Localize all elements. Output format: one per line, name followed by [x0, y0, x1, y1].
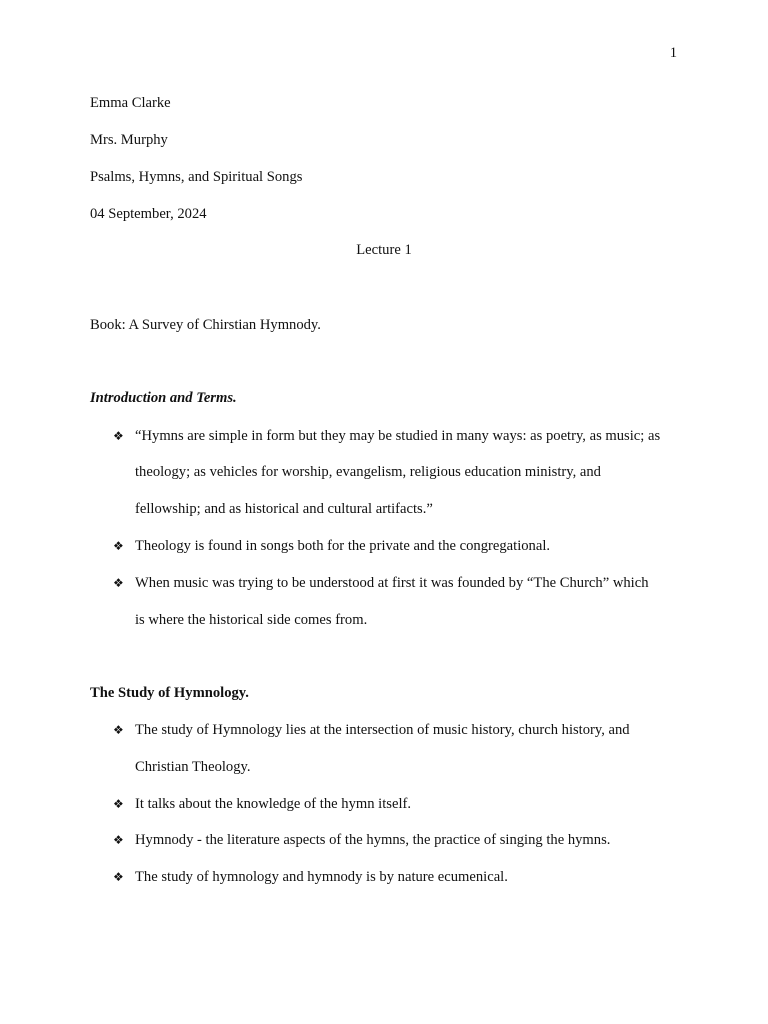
- list-item-line: The study of Hymnology lies at the intersection of music history, church history, and: [135, 722, 630, 738]
- list-item-line: Hymnody - the literature aspects of the hymns, the practice of singing the hymns.: [135, 832, 611, 848]
- bullet-icon: ❖: [113, 429, 124, 443]
- document-title: Lecture 1: [356, 242, 412, 258]
- list-item-line: It talks about the knowledge of the hymn itself.: [135, 796, 412, 812]
- bullet-icon: ❖: [113, 870, 124, 884]
- list-item-line: fellowship; and as historical and cultural artifacts.”: [135, 501, 433, 517]
- section-heading-introduction: Introduction and Terms.: [90, 390, 237, 406]
- instructor-name: Mrs. Murphy: [90, 132, 168, 148]
- book-reference: Book: A Survey of Chirstian Hymnody.: [90, 317, 321, 333]
- bullet-icon: ❖: [113, 797, 124, 811]
- course-name: Psalms, Hymns, and Spiritual Songs: [90, 169, 303, 185]
- list-item-line: is where the historical side comes from.: [135, 612, 368, 628]
- bullet-icon: ❖: [113, 539, 124, 553]
- document-date: 04 September, 2024: [90, 206, 207, 222]
- bullet-icon: ❖: [113, 576, 124, 590]
- section-heading-hymnology: The Study of Hymnology.: [90, 685, 249, 701]
- author-name: Emma Clarke: [90, 95, 171, 111]
- list-item-line: When music was trying to be understood at first it was founded by “The Church” which: [135, 575, 649, 591]
- list-item-line: theology; as vehicles for worship, evangelism, religious education ministry, and: [135, 464, 601, 480]
- list-item-line: “Hymns are simple in form but they may be studied in many ways: as poetry, as music; as: [135, 428, 661, 444]
- bullet-icon: ❖: [113, 833, 124, 847]
- list-item-line: The study of hymnology and hymnody is by nature ecumenical.: [135, 869, 508, 885]
- list-item-line: Theology is found in songs both for the private and the congregational.: [135, 538, 551, 554]
- page-number: 1: [669, 45, 677, 61]
- bullet-icon: ❖: [113, 723, 124, 737]
- list-item-line: Christian Theology.: [135, 759, 251, 775]
